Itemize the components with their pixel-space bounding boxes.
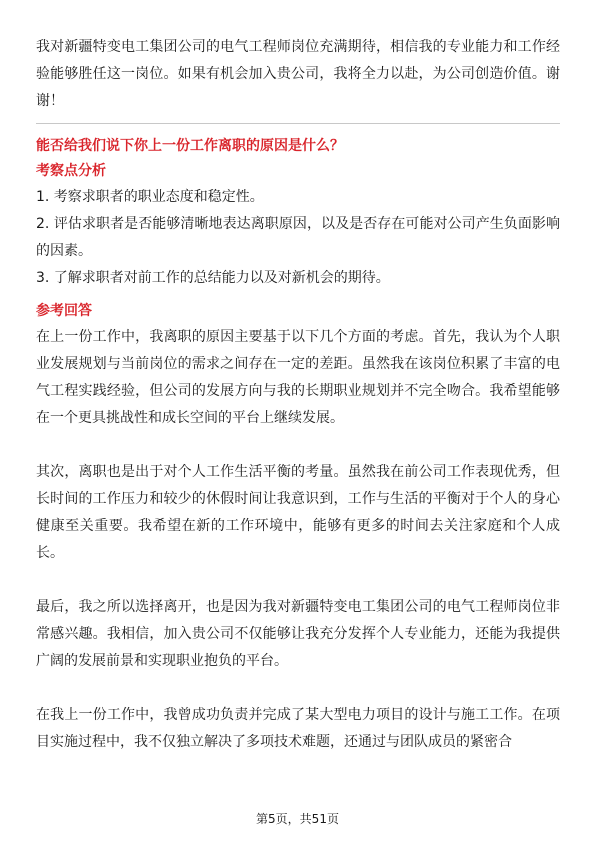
answer-title: 参考回答 (36, 303, 92, 319)
intro-paragraph: 我对新疆特变电工集团公司的电气工程师岗位充满期待，相信我的专业能力和工作经验能够胜任这一岗位。如果有机会加入贵公司，我将全力以赴，为公司创造价值。谢谢！ (36, 39, 560, 109)
question-heading: 能否给我们说下你上一份工作离职的原因是什么？ (36, 138, 344, 154)
answer-section (36, 298, 560, 756)
analysis-item: 2. 评估求职者是否能够清晰地表达离职原因，以及是否存在可能对公司产生负面影响的因素。 (36, 216, 560, 259)
analysis-item: 1. 考察求职者的职业态度和稳定性。 (36, 189, 264, 205)
answer-paragraph: 最后，我之所以选择离开，也是因为我对新疆特变电工集团公司的电气工程师岗位非常感兴趣。我相信，加入贵公司不仅能够让我充分发挥个人专业能力，还能为我提供广阔的发展前景和实现职业抱负的平台。 (36, 599, 560, 669)
page-number: 第5页，共51页 (256, 812, 339, 826)
answer-paragraph: 在上一份工作中，我离职的原因主要基于以下几个方面的考虑。首先，我认为个人职业发展规划与当前岗位的需求之间存在一定的差距。虽然我在该岗位积累了丰富的电气工程实践经验，但公司的发展方向与我的长期职业规划并不完全吻合。我希望能够在一个更具挑战性和成长空间的平台上继续发展。 (36, 329, 560, 426)
document-page (36, 34, 560, 756)
analysis-item: 3. 了解求职者对前工作的总结能力以及对新机会的期待。 (36, 270, 390, 286)
analysis-title: 考察点分析 (36, 163, 106, 179)
analysis-section (36, 158, 560, 292)
answer-paragraph: 在我上一份工作中，我曾成功负责并完成了某大型电力项目的设计与施工工作。在项目实施过程中，我不仅独立解决了多项技术难题，还通过与团队成员的紧密合 (36, 707, 560, 750)
section-divider (36, 123, 560, 124)
answer-paragraph: 其次，离职也是出于对个人工作生活平衡的考量。虽然我在前公司工作表现优秀，但长时间的工作压力和较少的休假时间让我意识到，工作与生活的平衡对于个人的身心健康至关重要。我希望在新的工作环境中，能够有更多的时间去关注家庭和个人成长。 (36, 464, 560, 561)
